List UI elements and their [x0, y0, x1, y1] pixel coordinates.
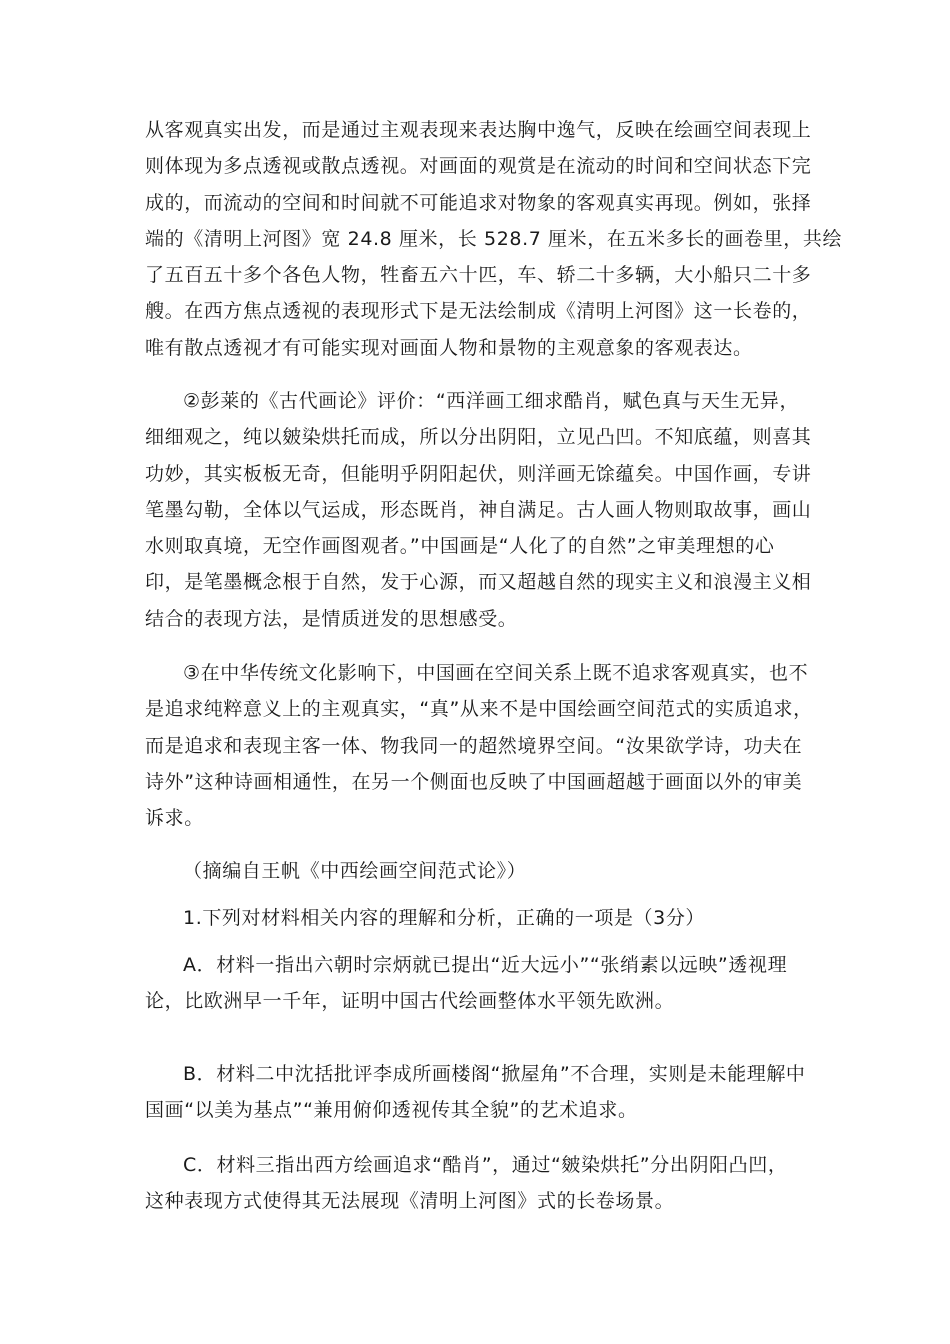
option-line: 国画“以美为基点”“兼用俯仰透视传其全貌”的艺术追求。	[145, 1099, 638, 1122]
option-line: A．材料一指出六朝时宗炳就已提出“近大远小”“张绡素以远映”透视理	[183, 954, 788, 976]
paragraph-2	[145, 383, 815, 637]
text-line: 结合的表现方法，是情质迸发的思想感受。	[145, 607, 518, 630]
question-stem	[145, 900, 815, 936]
text-line: 诉求。	[145, 807, 204, 830]
text-line: 是追求纯粹意义上的主观真实，“真”从来不是中国绘画空间范式的实质追求，	[145, 698, 813, 721]
text-line: 笔墨勾勒，全体以气运成，形态既肖，神自满足。古人画人物则取故事，画山	[145, 498, 812, 521]
text-line: 而是追求和表现主客一体、物我同一的超然境界空间。“汝果欲学诗，功夫在	[145, 734, 803, 757]
source-citation	[145, 853, 815, 889]
citation-text: （摘编自王帆《中西绘画空间范式论》）	[183, 860, 527, 882]
text-line: 功妙，其实板板无奇，但能明乎阴阳起伏，则洋画无馀蕴矣。中国作画，专讲	[145, 462, 812, 485]
text-line: 从客观真实出发，而是通过主观表现来表达胸中逸气，反映在绘画空间表现上	[145, 119, 812, 141]
text-line: 唯有散点透视才有可能实现对画面人物和景物的主观意象的客观表达。	[145, 336, 753, 359]
option-a	[145, 947, 815, 1020]
paragraph-3	[145, 655, 815, 836]
text-line: 则体现为多点透视或散点透视。对画面的观赏是在流动的时间和空间状态下完	[145, 155, 812, 178]
text-line: 印，是笔墨概念根于自然，发于心源，而又超越自然的现实主义和浪漫主义相	[145, 571, 812, 594]
option-line: B．材料二中沈括批评李成所画楼阁“掀屋角”不合理，实则是未能理解中	[183, 1063, 806, 1085]
text-line: ②彭莱的《古代画论》评价：“西洋画工细求酷肖，赋色真与天生无异，	[183, 390, 800, 412]
option-line: 这种表现方式使得其无法展现《清明上河图》式的长卷场景。	[145, 1190, 675, 1213]
question-text: 1.下列对材料相关内容的理解和分析，正确的一项是（3分）	[183, 907, 706, 929]
text-line: 端的《清明上河图》宽 24.8 厘米，长 528.7 厘米，在五米多长的画卷里，共绘	[145, 227, 843, 250]
option-c	[145, 1147, 815, 1220]
text-line: 水则取真境，无空作画图观者。”中国画是“人化了的自然”之审美理想的心	[145, 535, 775, 558]
text-line: 了五百五十多个各色人物，牲畜五六十匹，车、轿二十多辆，大小船只二十多	[145, 264, 812, 287]
text-line: 诗外”这种诗画相通性，在另一个侧面也反映了中国画超越于画面以外的审美	[145, 770, 803, 793]
text-line: ③在中华传统文化影响下，中国画在空间关系上既不追求客观真实，也不	[183, 662, 809, 684]
paragraph-continued	[145, 112, 843, 366]
text-line: 成的，而流动的空间和时间就不可能追求对物象的客观真实再现。例如，张择	[145, 191, 812, 214]
text-line: 细细观之，纯以皴染烘托而成，所以分出阴阳，立见凸凹。不知底蕴，则喜其	[145, 426, 812, 449]
option-line: 论，比欧洲早一千年，证明中国古代绘画整体水平领先欧洲。	[145, 990, 675, 1013]
text-line: 艘。在西方焦点透视的表现形式下是无法绘制成《清明上河图》这一长卷的，	[145, 300, 812, 323]
option-b	[145, 1056, 815, 1129]
option-line: C．材料三指出西方绘画追求“酷肖”，通过“皴染烘托”分出阴阳凸凹，	[183, 1154, 788, 1176]
